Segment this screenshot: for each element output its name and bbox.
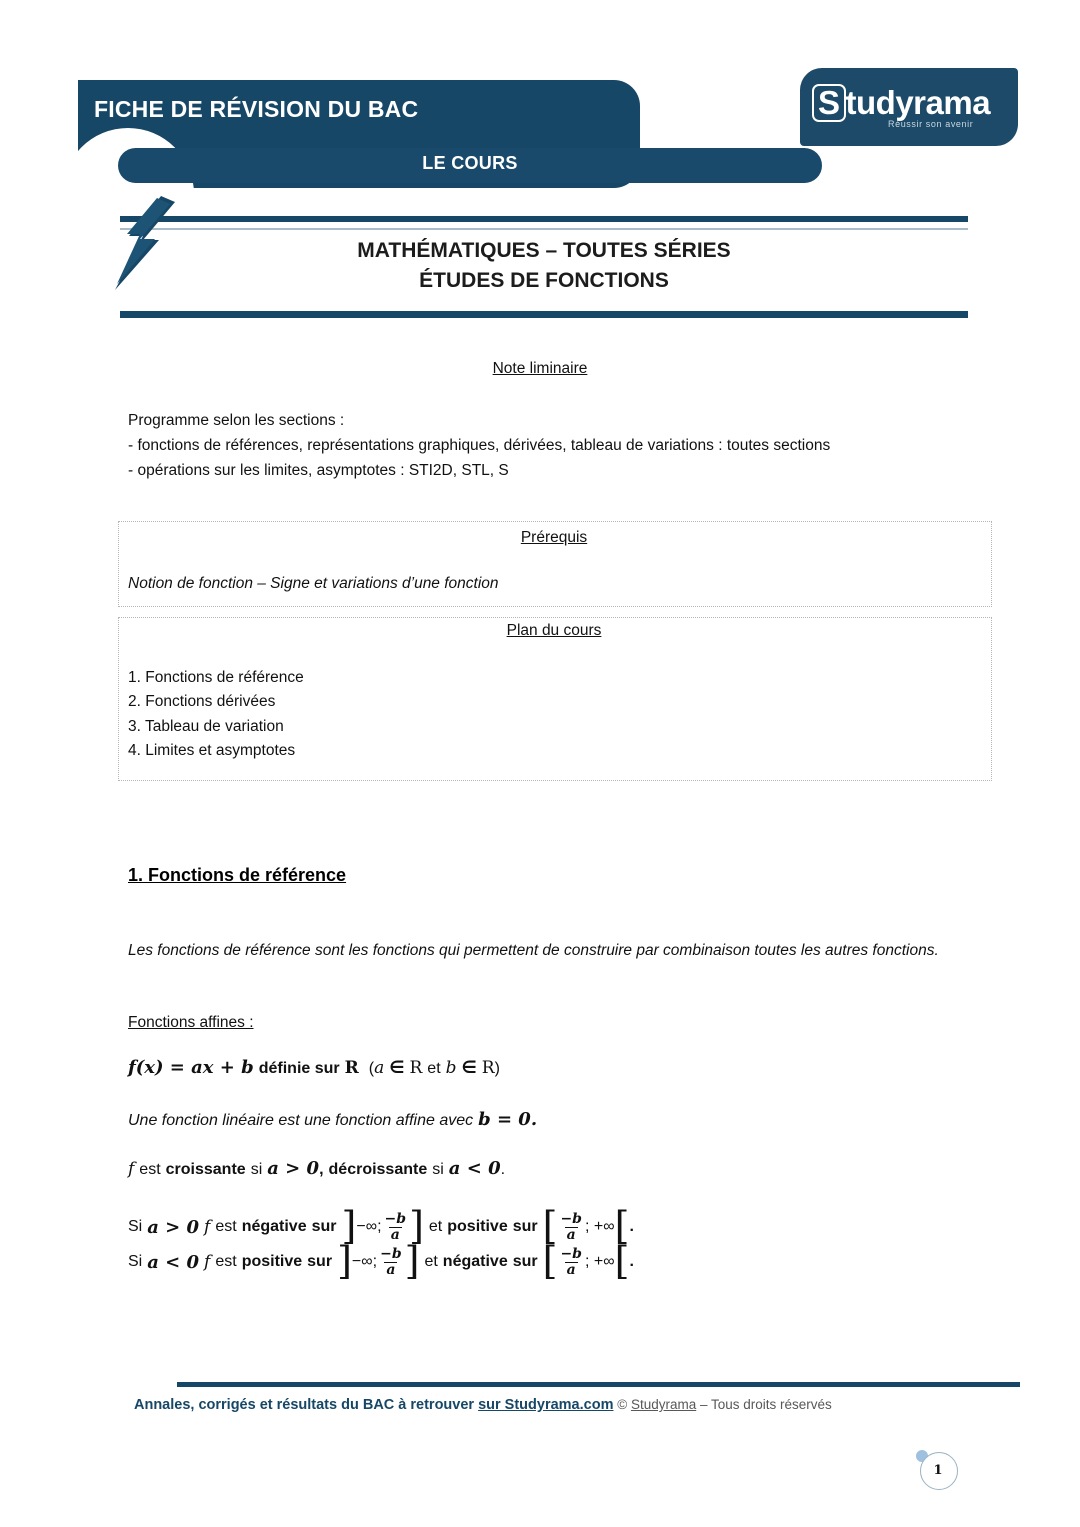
list-item: 3. Tableau de variation xyxy=(128,717,284,735)
iv2-bracket-open: ] xyxy=(337,1239,352,1284)
studyrama-logo-s: S xyxy=(812,84,846,122)
formula-definie-sur: définie sur xyxy=(258,1060,340,1077)
footer xyxy=(134,1397,832,1413)
document-header xyxy=(0,0,1080,200)
copyright-symbol: © xyxy=(617,1397,628,1412)
formula-si-1: si xyxy=(250,1161,263,1178)
iv1-fraction-2-denominator: a xyxy=(566,1226,576,1243)
formula-member-sign-2: ∈ xyxy=(461,1058,477,1078)
iv2-fraction-numerator: −b xyxy=(380,1246,402,1262)
iv2-sign-2: négative xyxy=(442,1253,508,1271)
copyright-rest: – Tous droits réservés xyxy=(700,1397,832,1412)
list-item: 2. Fonctions dérivées xyxy=(128,693,276,711)
formula-fx: f(x) = ax + b xyxy=(128,1057,254,1078)
formula-est-1: est xyxy=(139,1161,161,1178)
programme-paragraph xyxy=(128,408,918,483)
formula-sign-interval-row xyxy=(128,1239,634,1284)
course-title-line1: MATHÉMATIQUES – TOUTES SÉRIES xyxy=(357,239,731,262)
iv2-fraction-denominator: a xyxy=(386,1261,396,1278)
iv1-condition: a > 0 xyxy=(147,1216,200,1238)
formula-paren-close: ) xyxy=(494,1060,500,1077)
iv2-sur-2: sur xyxy=(512,1253,538,1271)
programme-line-3: - opérations sur les limites, asymptotes : STI2D, STL, S xyxy=(128,462,509,480)
formula-linear-eq: b = 0. xyxy=(478,1109,538,1130)
iv1-minus-infinity: −∞; xyxy=(356,1218,382,1236)
formula-set-R-1: R xyxy=(409,1058,423,1078)
formula-et: et xyxy=(427,1060,441,1077)
section-1-intro: Les fonctions de référence sont les fonctions qui permettent de construire par combinaison toutes les autres fonctions. xyxy=(128,942,939,959)
iv2-fraction xyxy=(378,1247,404,1277)
iv1-fraction-numerator: −b xyxy=(384,1211,407,1227)
iv1-fraction xyxy=(383,1212,409,1242)
iv2-est: est xyxy=(215,1253,237,1271)
plan-du-cours-title xyxy=(118,622,990,640)
le-cours-label: LE COURS xyxy=(422,153,518,173)
iv1-sur-1: sur xyxy=(311,1218,337,1236)
fiche-banner-title: FICHE DE RÉVISION DU BAC xyxy=(94,96,419,122)
formula-period: . xyxy=(500,1161,506,1178)
fonctions-affines-subheading: Fonctions affines : xyxy=(128,1014,254,1031)
iv2-condition: a < 0 xyxy=(147,1251,200,1273)
title-rule-thin xyxy=(120,228,968,230)
plan-du-cours-title-text: Plan du cours xyxy=(506,622,602,639)
prerequis-title-text: Prérequis xyxy=(520,529,588,546)
iv2-bracket-close-2: [ xyxy=(614,1239,630,1284)
list-item: 4. Limites et asymptotes xyxy=(128,741,296,759)
iv2-sur-1: sur xyxy=(307,1253,333,1271)
title-rule-top xyxy=(120,216,968,222)
footer-rule xyxy=(177,1382,1020,1387)
iv2-fraction-2 xyxy=(558,1247,584,1277)
studyrama-logo-wordmark xyxy=(812,84,990,122)
iv2-minus-infinity: −∞; xyxy=(351,1253,378,1271)
footer-copyright xyxy=(613,1397,831,1412)
studyrama-logo-text: tudyrama xyxy=(845,84,991,121)
formula-croissante: croissante xyxy=(165,1161,246,1178)
iv1-si: Si xyxy=(128,1218,143,1236)
programme-line-2: - fonctions de références, représentations graphiques, dérivées, tableau de variations : toutes sections xyxy=(128,437,831,455)
iv1-bracket-close: ] xyxy=(409,1204,424,1249)
iv2-et: et xyxy=(424,1253,438,1271)
programme-line-1: Programme selon les sections : xyxy=(128,412,345,429)
formula-set-R: R xyxy=(344,1058,359,1078)
formula-linear-text: Une fonction linéaire est une fonction affine avec xyxy=(128,1112,474,1129)
iv2-bracket-open-2: [ xyxy=(542,1239,558,1284)
formula-monotonicity xyxy=(128,1158,505,1179)
iv1-sign-2: positive xyxy=(447,1218,508,1236)
formula-condition-2: a < 0 xyxy=(448,1158,501,1179)
plan-du-cours-list xyxy=(128,666,304,763)
formula-decroissante: décroissante xyxy=(328,1161,428,1178)
iv2-plus-infinity: ; +∞ xyxy=(584,1253,615,1271)
list-item: 1. Fonctions de référence xyxy=(128,669,304,686)
note-liminaire-heading-text: Note liminaire xyxy=(492,360,588,377)
formula-comma: , xyxy=(319,1161,324,1178)
formula-set-R-2: R xyxy=(481,1058,495,1078)
iv2-fraction-2-numerator: −b xyxy=(560,1246,582,1262)
iv2-si: Si xyxy=(128,1253,143,1271)
iv1-fraction-2-numerator: −b xyxy=(560,1211,582,1227)
title-rule-bottom xyxy=(120,311,968,318)
course-title xyxy=(120,236,968,296)
formula-member-sign-1: ∈ xyxy=(389,1058,405,1078)
iv1-bracket-close-2: [ xyxy=(614,1204,630,1249)
studyrama-logo-tagline: Réussir son avenir xyxy=(888,119,974,129)
note-liminaire-heading xyxy=(128,360,952,378)
formula-condition-1: a > 0 xyxy=(267,1158,320,1179)
section-1-heading: 1. Fonctions de référence xyxy=(128,865,347,885)
footer-main-text: Annales, corrigés et résultats du BAC à retrouver xyxy=(134,1397,479,1413)
formula-affine-definition xyxy=(128,1057,500,1078)
iv1-et: et xyxy=(428,1218,443,1236)
iv1-sur-2: sur xyxy=(512,1218,538,1236)
iv2-f: f xyxy=(204,1252,211,1273)
formula-var-a: a xyxy=(374,1058,385,1078)
iv1-sign-1: négative xyxy=(241,1218,307,1236)
iv2-sign-1: positive xyxy=(241,1253,303,1271)
iv1-est: est xyxy=(215,1218,237,1236)
iv1-fraction-2 xyxy=(558,1212,584,1242)
footer-studyrama-link[interactable]: sur Studyrama.com xyxy=(478,1397,614,1413)
formula-var-b: b xyxy=(445,1058,457,1078)
iv1-f: f xyxy=(204,1217,211,1238)
iv1-plus-infinity: ; +∞ xyxy=(584,1218,615,1236)
prerequis-title xyxy=(118,529,990,547)
prerequis-text: Notion de fonction – Signe et variations d’une fonction xyxy=(128,575,499,592)
iv1-bracket-open: ] xyxy=(341,1204,357,1249)
iv2-bracket-close: ] xyxy=(404,1239,420,1284)
page-number: 1 xyxy=(933,1462,943,1478)
formula-sign-interval-row xyxy=(128,1204,634,1249)
iv1-period: . xyxy=(629,1218,634,1236)
formula-paren-open: ( xyxy=(368,1060,375,1077)
formula-f: f xyxy=(128,1159,135,1179)
iv1-bracket-open-2: [ xyxy=(542,1204,558,1249)
formula-si-2: si xyxy=(432,1161,444,1178)
iv2-fraction-2-denominator: a xyxy=(566,1261,576,1278)
iv2-period: . xyxy=(629,1253,634,1271)
formula-linear-function xyxy=(128,1109,537,1130)
copyright-name: Studyrama xyxy=(630,1397,697,1412)
iv1-fraction-denominator: a xyxy=(390,1226,400,1243)
course-title-line2: ÉTUDES DE FONCTIONS xyxy=(419,268,669,292)
